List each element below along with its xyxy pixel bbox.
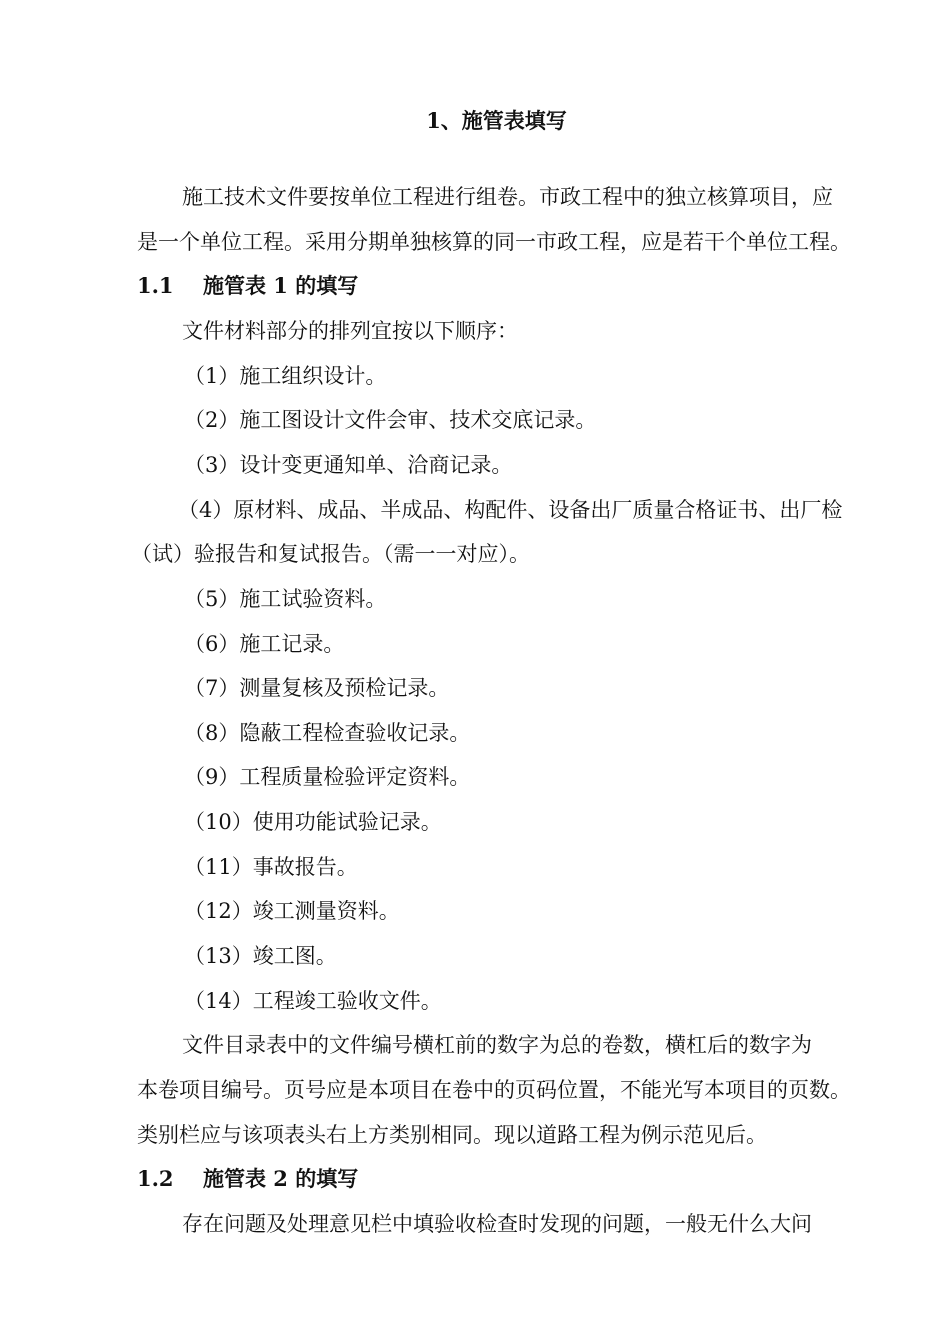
list-item: （12）竣工测量资料。 <box>184 899 400 923</box>
list-item: （9）工程质量检验评定资料。 <box>184 765 471 789</box>
list-item: （6）施工记录。 <box>184 632 345 656</box>
list-item: （8）隐蔽工程检查验收记录。 <box>184 721 471 745</box>
section-1-heading <box>137 271 358 301</box>
list-item-continuation: （试）验报告和复试报告。（需一一对应）。 <box>131 542 530 566</box>
list-item: （13）竣工图。 <box>184 944 337 968</box>
list-item: （14）工程竣工验收文件。 <box>184 989 442 1013</box>
list-item: （2）施工图设计文件会审、技术交底记录。 <box>184 408 597 432</box>
notes-line-3: 类别栏应与该项表头右上方类别相同。现以道路工程为例示范见后。 <box>137 1123 767 1147</box>
list-item: （3）设计变更通知单、洽商记录。 <box>184 453 513 477</box>
document-title: 1、施管表填写 <box>426 108 567 133</box>
notes-line-1: 文件目录表中的文件编号横杠前的数字为总的卷数，横杠后的数字为 <box>182 1033 812 1057</box>
intro-line-2: 是一个单位工程。采用分期单独核算的同一市政工程，应是若干个单位工程。 <box>137 230 851 254</box>
intro-line-1: 施工技术文件要按单位工程进行组卷。市政工程中的独立核算项目，应 <box>182 185 833 209</box>
section-2-heading <box>137 1164 358 1194</box>
list-item: （4）原材料、成品、半成品、构配件、设备出厂质量合格证书、出厂检 <box>178 498 843 522</box>
section-2-number: 1.2 <box>137 1166 174 1191</box>
section-1-title: 施管表 1 的填写 <box>203 273 359 298</box>
section-1-number: 1.1 <box>137 273 174 298</box>
list-item: （11）事故报告。 <box>184 855 358 879</box>
list-item: （10）使用功能试验记录。 <box>184 810 442 834</box>
list-item: （5）施工试验资料。 <box>184 587 387 611</box>
list-item: （7）测量复核及预检记录。 <box>184 676 450 700</box>
section-2-title: 施管表 2 的填写 <box>203 1166 359 1191</box>
section-2-line-1: 存在问题及处理意见栏中填验收检查时发现的问题，一般无什么大问 <box>182 1212 812 1236</box>
list-item: （1）施工组织设计。 <box>184 364 387 388</box>
section-1-lead: 文件材料部分的排列宜按以下顺序： <box>182 319 518 343</box>
notes-line-2: 本卷项目编号。页号应是本项目在卷中的页码位置，不能光写本项目的页数。 <box>137 1078 851 1102</box>
